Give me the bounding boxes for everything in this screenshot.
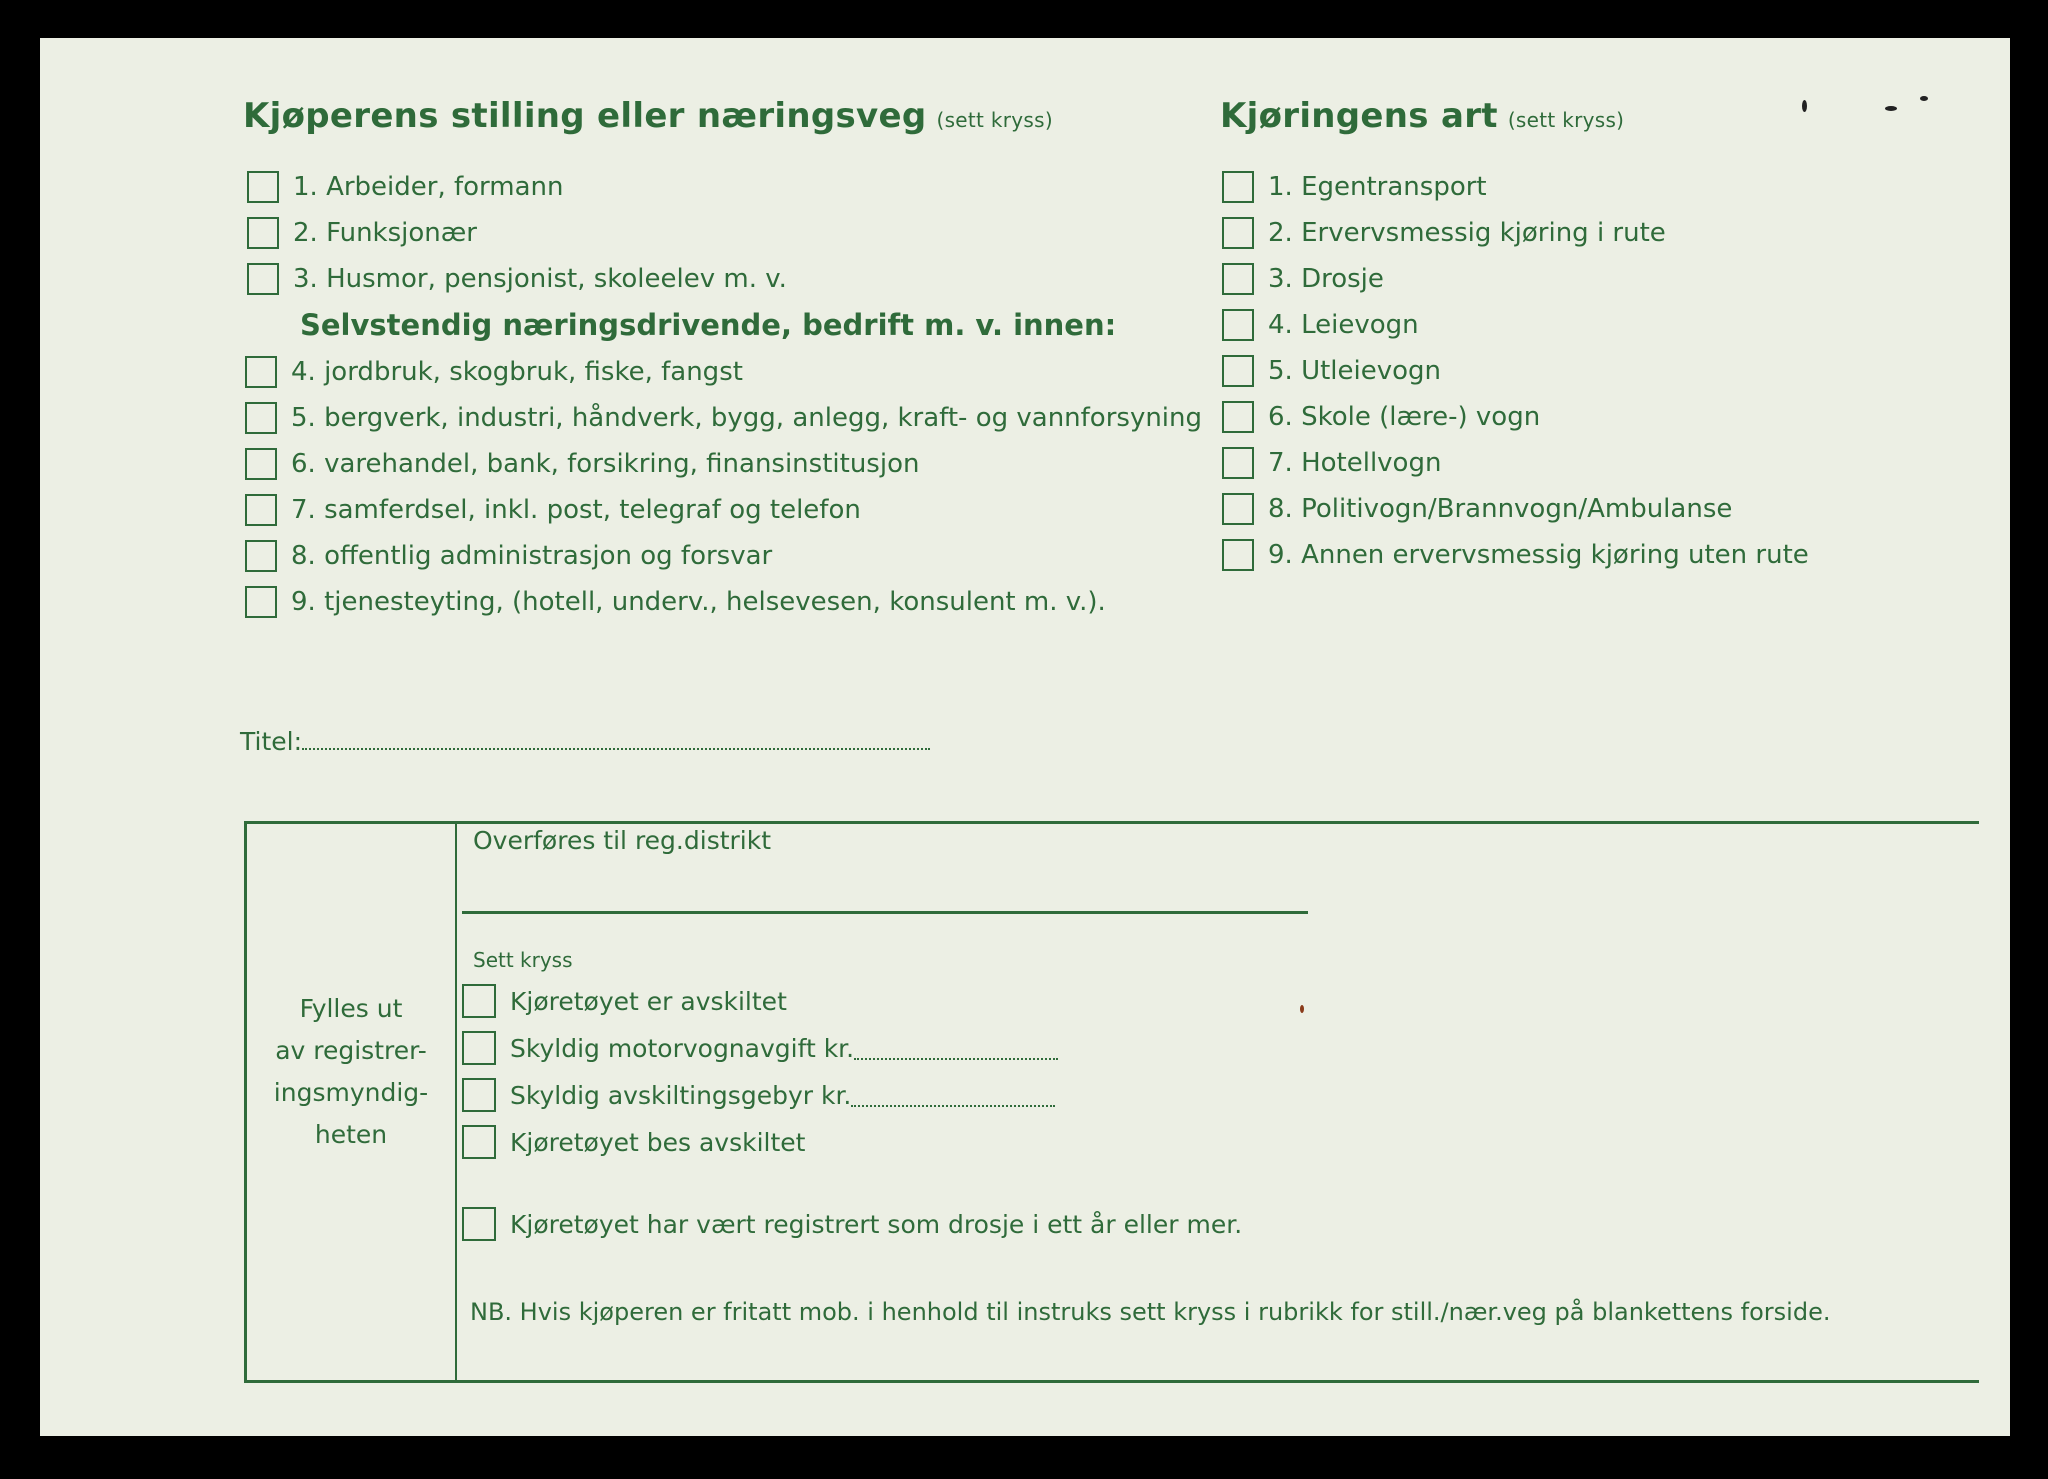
checkbox[interactable] bbox=[247, 263, 279, 295]
scan-speck bbox=[1920, 96, 1928, 101]
left-option-1[interactable]: 1. Arbeider, formann bbox=[247, 171, 564, 203]
checkbox[interactable] bbox=[247, 171, 279, 203]
left-option-7[interactable]: 7. samferdsel, inkl. post, telegraf og telefon bbox=[245, 494, 861, 526]
right-option-6[interactable]: 6. Skole (lære-) vogn bbox=[1222, 401, 1540, 433]
amount-dotted-line[interactable] bbox=[854, 1036, 1058, 1060]
registry-side-label: Fylles ut av registrer- ingsmyndig- heten bbox=[273, 994, 429, 1149]
box-bottom-border bbox=[244, 1380, 1979, 1383]
left-heading: Kjøperens stilling eller næringsveg (sett kryss) bbox=[243, 96, 1053, 136]
right-option-8[interactable]: 8. Politivogn/Brannvogn/Ambulanse bbox=[1222, 493, 1732, 525]
checkbox[interactable] bbox=[247, 217, 279, 249]
checkbox[interactable] bbox=[245, 586, 277, 618]
right-option-1[interactable]: 1. Egentransport bbox=[1222, 171, 1487, 203]
transfer-input-line[interactable] bbox=[462, 911, 1308, 914]
right-option-4[interactable]: 4. Leievogn bbox=[1222, 309, 1419, 341]
checkbox[interactable] bbox=[245, 494, 277, 526]
checkbox[interactable] bbox=[1222, 355, 1254, 387]
checkbox[interactable] bbox=[462, 1078, 496, 1112]
right-heading: Kjøringens art (sett kryss) bbox=[1220, 96, 1625, 136]
checkbox[interactable] bbox=[1222, 217, 1254, 249]
checkbox[interactable] bbox=[245, 356, 277, 388]
checkbox[interactable] bbox=[1222, 401, 1254, 433]
registry-check-5[interactable]: Kjøretøyet har vært registrert som drosje i ett år eller mer. bbox=[462, 1207, 1242, 1241]
title-field[interactable]: Titel: bbox=[240, 726, 930, 756]
scan-speck bbox=[1300, 1005, 1304, 1013]
transfer-label: Overføres til reg.distrikt bbox=[473, 826, 772, 855]
checkbox[interactable] bbox=[245, 540, 277, 572]
right-option-2[interactable]: 2. Ervervsmessig kjøring i rute bbox=[1222, 217, 1666, 249]
nb-note: NB. Hvis kjøperen er fritatt mob. i henhold til instruks sett kryss i rubrikk for still./nær.veg på blankettens forside. bbox=[470, 1298, 1831, 1326]
checkbox[interactable] bbox=[1222, 447, 1254, 479]
title-dotted-line[interactable] bbox=[302, 726, 930, 750]
left-option-3[interactable]: 3. Husmor, pensjonist, skoleelev m. v. bbox=[247, 263, 787, 295]
checkbox[interactable] bbox=[1222, 171, 1254, 203]
form-card bbox=[40, 38, 2010, 1436]
checkbox[interactable] bbox=[245, 448, 277, 480]
fee-dotted-line[interactable] bbox=[851, 1083, 1055, 1107]
left-option-2[interactable]: 2. Funksjonær bbox=[247, 217, 477, 249]
checkbox[interactable] bbox=[245, 402, 277, 434]
check-note: Sett kryss bbox=[473, 948, 573, 972]
checkbox[interactable] bbox=[1222, 539, 1254, 571]
left-option-6[interactable]: 6. varehandel, bank, forsikring, finansinstitusjon bbox=[245, 448, 919, 480]
checkbox[interactable] bbox=[1222, 263, 1254, 295]
left-subheading: Selvstendig næringsdrivende, bedrift m. v. innen: bbox=[300, 308, 1117, 342]
checkbox[interactable] bbox=[462, 1125, 496, 1159]
right-option-7[interactable]: 7. Hotellvogn bbox=[1222, 447, 1441, 479]
right-option-5[interactable]: 5. Utleievogn bbox=[1222, 355, 1441, 387]
checkbox[interactable] bbox=[1222, 493, 1254, 525]
checkbox[interactable] bbox=[462, 1207, 496, 1241]
registry-check-2[interactable]: Skyldig motorvognavgift kr. bbox=[462, 1031, 1058, 1065]
registry-check-1[interactable]: Kjøretøyet er avskiltet bbox=[462, 984, 787, 1018]
box-divider bbox=[455, 821, 457, 1383]
right-option-9[interactable]: 9. Annen ervervsmessig kjøring uten rute bbox=[1222, 539, 1809, 571]
checkbox[interactable] bbox=[1222, 309, 1254, 341]
scan-speck bbox=[1802, 100, 1807, 112]
left-option-8[interactable]: 8. offentlig administrasjon og forsvar bbox=[245, 540, 772, 572]
right-option-3[interactable]: 3. Drosje bbox=[1222, 263, 1384, 295]
checkbox[interactable] bbox=[462, 984, 496, 1018]
checkbox[interactable] bbox=[462, 1031, 496, 1065]
left-option-4[interactable]: 4. jordbruk, skogbruk, fiske, fangst bbox=[245, 356, 743, 388]
registry-check-3[interactable]: Skyldig avskiltingsgebyr kr. bbox=[462, 1078, 1055, 1112]
box-top-border bbox=[244, 821, 1979, 824]
scan-speck bbox=[1885, 106, 1897, 111]
left-option-9[interactable]: 9. tjenesteyting, (hotell, underv., helsevesen, konsulent m. v.). bbox=[245, 586, 1106, 618]
registry-check-4[interactable]: Kjøretøyet bes avskiltet bbox=[462, 1125, 805, 1159]
left-option-5[interactable]: 5. bergverk, industri, håndverk, bygg, anlegg, kraft- og vannforsyning bbox=[245, 402, 1202, 434]
